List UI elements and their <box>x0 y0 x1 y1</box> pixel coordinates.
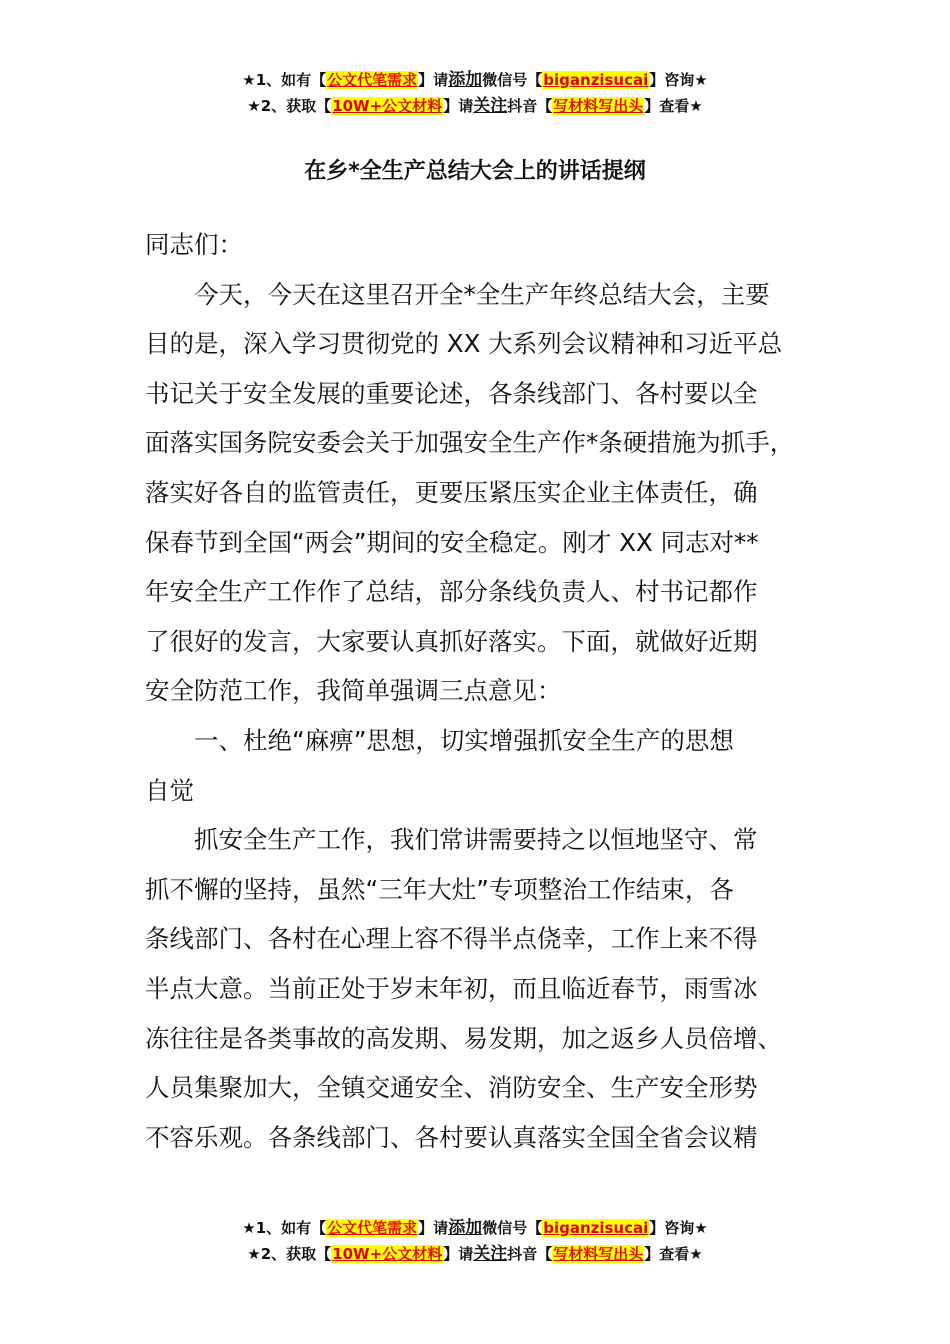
promo-emphasis-add: 添加 <box>448 1218 483 1238</box>
promo-line-1 <box>0 1215 950 1241</box>
promo-line-1-text: 】请 <box>418 71 449 89</box>
document-title: 在乡*全生产总结大会上的讲话提纲 <box>304 159 646 184</box>
promo-emphasis-add: 添加 <box>448 70 483 90</box>
promo-highlight-materials: 10W+公文材料 <box>332 97 443 115</box>
promo-highlight-douyin: 写材料写出头 <box>553 1245 644 1263</box>
promo-line-2-text-2: 抖音【 <box>507 97 553 115</box>
promo-line-1-text: 】请 <box>418 1219 449 1237</box>
paragraph-line: 保春节到全国“两会”期间的安全稳定。刚才 XX 同志对** <box>145 527 759 557</box>
paragraph-line: 冻往往是各类事故的高发期、易发期，加之返乡人员倍增、 <box>145 1023 782 1053</box>
paragraph-line: 年安全生产工作作了总结，部分条线负责人、村书记都作 <box>145 577 758 607</box>
paragraph-line: 不容乐观。各条线部门、各村要认真落实全国全省会议精 <box>145 1122 758 1152</box>
promo-highlight-douyin: 写材料写出头 <box>553 97 644 115</box>
promo-line-1 <box>0 67 950 93</box>
paragraph-line: 条线部门、各村在心理上容不得半点侥幸，工作上来不得 <box>145 924 758 954</box>
promo-line-2 <box>0 1241 950 1267</box>
promo-emphasis-follow: 关注 <box>473 96 508 116</box>
paragraph-line: 今天，今天在这里召开全*全生产年终总结大会，主要 <box>194 279 770 309</box>
promo-highlight-service: 公文代笔需求 <box>327 1219 418 1237</box>
paragraph-line: 安全防范工作，我简单强调三点意见： <box>145 676 562 706</box>
promo-highlight-materials: 10W+公文材料 <box>332 1245 443 1263</box>
promo-notice-bottom <box>0 1215 950 1267</box>
promo-emphasis-follow: 关注 <box>473 1244 508 1264</box>
promo-highlight-service: 公文代笔需求 <box>327 71 418 89</box>
paragraph-line: 抓不懈的坚持，虽然“三年大灶”专项整治工作结束，各 <box>145 874 734 904</box>
promo-line-1-prefix: ★1、如有【 <box>242 1219 327 1237</box>
paragraph-line: 抓安全生产工作，我们常讲需要持之以恒地坚守、常 <box>194 825 758 855</box>
promo-line-1-text-2: 微信号【 <box>482 1219 543 1237</box>
paragraph-line: 落实好各自的监管责任，更要压紧压实企业主体责任，确 <box>145 477 758 507</box>
paragraph-line: 了很好的发言，大家要认真抓好落实。下面，就做好近期 <box>145 626 758 656</box>
promo-line-2 <box>0 93 950 119</box>
document-body <box>145 220 820 1162</box>
promo-line-2-suffix: 】查看★ <box>644 1245 703 1263</box>
paragraph-line: 面落实国务院安委会关于加强安全生产作*条硬措施为抓手， <box>145 428 795 458</box>
paragraph-line: 目的是，深入学习贯彻党的 XX 大系列会议精神和习近平总 <box>145 329 783 359</box>
promo-notice-top <box>0 67 950 119</box>
section-heading-line: 自觉 <box>145 775 194 805</box>
promo-line-2-text: 】请 <box>443 1245 474 1263</box>
promo-highlight-wechat-id: biganzisucai <box>543 1219 649 1237</box>
promo-line-2-prefix: ★2、获取【 <box>247 97 332 115</box>
promo-line-1-suffix: 】咨询★ <box>649 71 708 89</box>
promo-line-1-text-2: 微信号【 <box>482 71 543 89</box>
promo-line-2-text-2: 抖音【 <box>507 1245 553 1263</box>
promo-highlight-wechat-id: biganzisucai <box>543 71 649 89</box>
promo-line-2-prefix: ★2、获取【 <box>247 1245 332 1263</box>
paragraph-line: 书记关于安全发展的重要论述，各条线部门、各村要以全 <box>145 378 758 408</box>
section-heading-line: 一、杜绝“麻痹”思想，切实增强抓安全生产的思想 <box>194 725 734 755</box>
paragraph-line: 人员集聚加大，全镇交通安全、消防安全、生产安全形势 <box>145 1073 758 1103</box>
paragraph-line: 半点大意。当前正处于岁末年初，而且临近春节，雨雪冰 <box>145 973 758 1003</box>
salutation: 同志们： <box>145 230 243 259</box>
promo-line-2-text: 】请 <box>443 97 474 115</box>
promo-line-1-suffix: 】咨询★ <box>649 1219 708 1237</box>
promo-line-2-suffix: 】查看★ <box>644 97 703 115</box>
promo-line-1-prefix: ★1、如有【 <box>242 71 327 89</box>
